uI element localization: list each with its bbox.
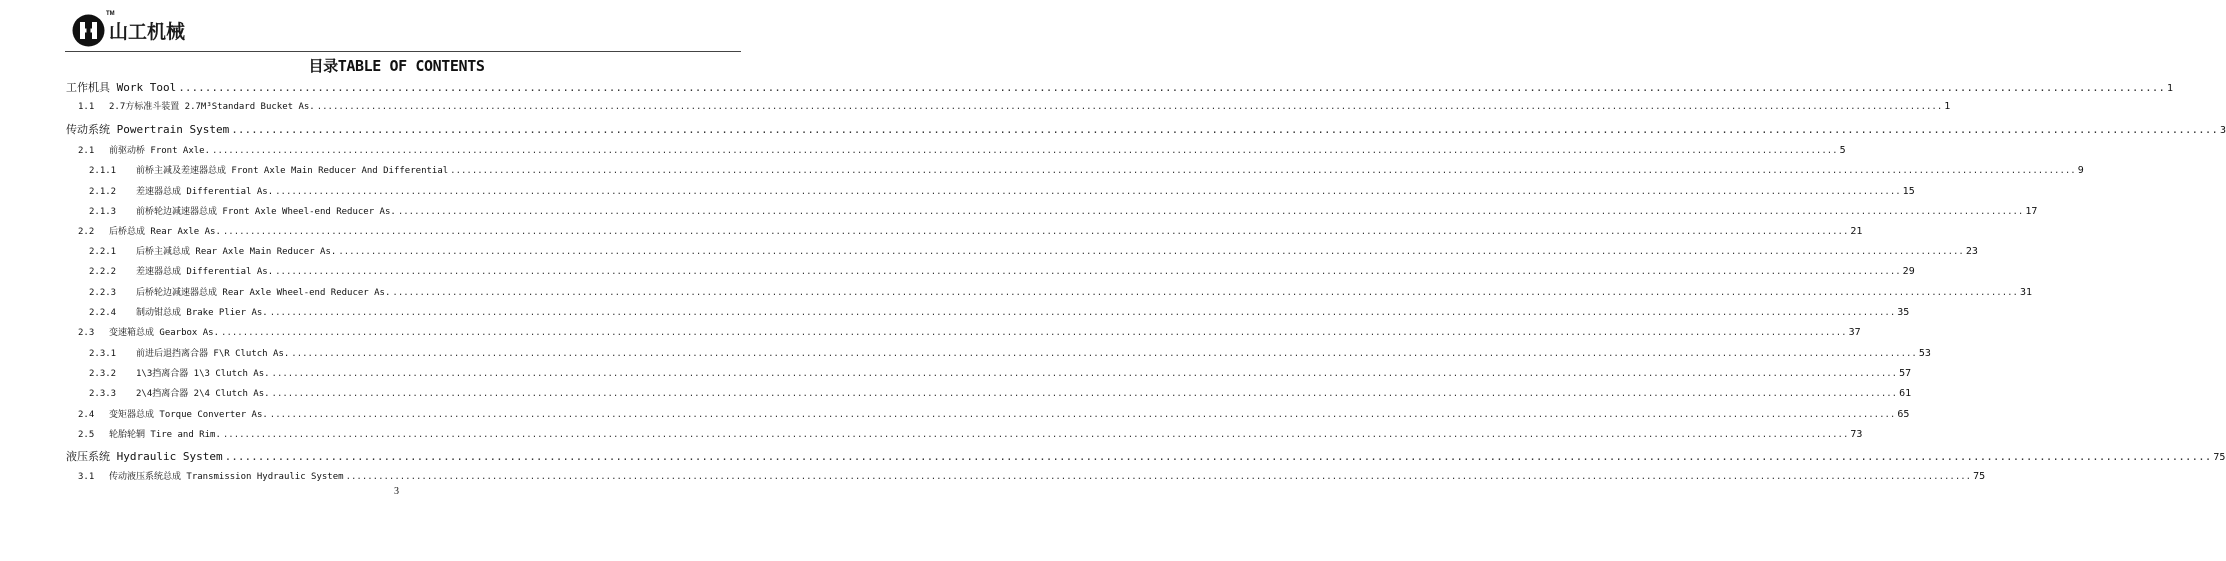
toc-entry-title: 差速器总成 Differential As. [136,187,274,197]
dot-leader: ............................................................................................................................................................................................................................................................................................................ [224,450,2212,463]
toc-entry-title: 后桥总成 Rear Axle As. [109,227,221,237]
toc-entry[interactable] [78,224,1863,237]
dot-leader: ............................................................................................................................................................................................................................................................................................................ [345,472,1972,482]
toc-entry[interactable] [78,469,1986,482]
toc-entry-title: 前桥主减及差速器总成 Front Axle Main Reducer And Differential [136,166,449,176]
dot-leader: ............................................................................................................................................................................................................................................................................................................ [221,328,1847,338]
toc-entry-label [78,407,268,420]
dot-leader: ............................................................................................................................................................................................................................................................................................................ [450,166,2076,176]
toc-entry[interactable] [89,305,1910,318]
toc-entry-page: 23 [1965,246,1978,257]
toc-entry[interactable] [78,325,1861,338]
toc-entry-number: 3.1 [78,472,95,482]
page-number: 3 [394,486,399,497]
toc-entry-page: 31 [2019,287,2032,298]
toc-entry-number: 2.2.1 [89,247,117,257]
company-logo [72,13,185,47]
dot-leader: ............................................................................................................................................................................................................................................................................................................ [269,308,1896,318]
toc-entry[interactable] [89,184,1915,197]
toc-entry-page: 1 [1944,101,1951,112]
dot-leader: ............................................................................................................................................................................................................................................................................................................ [338,247,1964,257]
company-logo-icon [72,14,105,47]
toc-entry-label [78,427,221,440]
dot-leader: ............................................................................................................................................................................................................................................................................................................ [397,207,2024,217]
toc-entry-label [89,163,448,176]
toc-entry-label [78,224,221,237]
toc-entry-number: 2.2.3 [89,288,117,298]
dot-leader: ............................................................................................................................................................................................................................................................................................................ [291,349,1917,359]
toc-entry-number: 2.3.1 [89,349,117,359]
toc-entry[interactable] [66,79,2174,95]
toc-entry-page: 21 [1850,226,1863,237]
dot-leader: ............................................................................................................................................................................................................................................................................................................ [222,227,1849,237]
toc-entry-label [89,346,289,359]
toc-entry[interactable] [89,386,1912,399]
toc-entry-number: 2.3 [78,328,95,338]
toc-entry-page: 5 [1839,145,1846,156]
toc-entry-number: 1.1 [78,102,95,112]
toc-entry-title: 轮胎轮辋 Tire and Rim. [109,430,221,440]
toc-entry-number: 2.2.2 [89,267,117,277]
toc-entry[interactable] [78,407,1910,420]
toc-entry-page: 53 [1918,348,1931,359]
dot-leader: ............................................................................................................................................................................................................................................................................................................ [271,369,1898,379]
toc-entry-number: 2.5 [78,430,95,440]
toc-entry-page: 57 [1899,368,1912,379]
toc-entry-number: 2.3.3 [89,389,117,399]
toc-entry-label [89,244,336,257]
toc-entry-page: 65 [1897,409,1910,420]
dot-leader: ............................................................................................................................................................................................................................................................................................................ [275,187,1901,197]
toc-entry[interactable] [66,121,2226,137]
toc-entry-label [89,264,273,277]
toc-entry-label [89,305,268,318]
toc-entry[interactable] [89,163,2084,176]
toc-entry[interactable] [89,264,1915,277]
toc-entry-label [78,143,210,156]
toc-entry-page: 29 [1902,266,1915,277]
toc-entry-number: 2.1.3 [89,207,117,217]
trademark-mark: TM [106,11,115,17]
toc-entry-label [66,448,223,464]
toc-entry-label [66,121,229,137]
toc-entry[interactable] [89,204,2038,217]
dot-leader: ............................................................................................................................................................................................................................................................................................................ [231,123,2218,136]
toc-entry-title: 传动系统 Powertrain System [66,123,230,136]
toc-entry-title: 制动钳总成 Brake Plier As. [136,308,268,318]
dot-leader: ............................................................................................................................................................................................................................................................................................................ [178,81,2166,94]
toc-entry-label [89,285,390,298]
toc-entry-number: 2.2 [78,227,95,237]
toc-entry-label [89,386,270,399]
toc-entry-title: 2.7方标准斗装置 2.7M³Standard Bucket As. [109,102,315,112]
toc-entry-title: 液压系统 Hydraulic System [66,450,223,463]
toc-entry-page: 37 [1848,327,1861,338]
dot-leader: ............................................................................................................................................................................................................................................................................................................ [212,146,1838,156]
toc-entry-label [89,184,273,197]
toc-entry-page: 9 [2077,165,2084,176]
toc-entry-page: 75 [2213,452,2226,463]
toc-entry-label [89,366,270,379]
toc-entry-number: 2.1.1 [89,166,117,176]
toc-entry-title: 前进后退挡离合器 F\R Clutch As. [136,349,290,359]
toc-entry-page: 1 [2167,83,2174,94]
toc-entry[interactable] [89,285,2032,298]
toc-entry-label [78,469,344,482]
toc-entry-page: 75 [1973,471,1986,482]
toc-entry-label [78,99,315,112]
toc-entry-number: 2.3.2 [89,369,117,379]
toc-entry-title: 工作机具 Work Tool [66,81,177,94]
toc-entry-title: 2\4挡离合器 2\4 Clutch As. [136,389,270,399]
dot-leader: ............................................................................................................................................................................................................................................................................................................ [271,389,1898,399]
dot-leader: ............................................................................................................................................................................................................................................................................................................ [222,430,1849,440]
toc-entry-label [78,325,219,338]
toc-entry-label [89,204,396,217]
toc-entry[interactable] [89,346,1931,359]
header-divider [65,51,741,52]
toc-entry-title: 差速器总成 Differential As. [136,267,274,277]
toc-entry-title: 前桥轮边减速器总成 Front Axle Wheel-end Reducer As. [136,207,396,217]
toc-entry-title: 变矩器总成 Torque Converter As. [109,410,268,420]
toc-entry[interactable] [89,366,1912,379]
toc-entry-page: 17 [2025,206,2038,217]
toc-entry-number: 2.4 [78,410,95,420]
dot-leader: ............................................................................................................................................................................................................................................................................................................ [316,102,1943,112]
toc-entry-page: 73 [1850,429,1863,440]
toc-entry-title: 变速箱总成 Gearbox As. [109,328,220,338]
toc-entry[interactable] [78,427,1863,440]
toc-entry-title: 后桥轮边减速器总成 Rear Axle Wheel-end Reducer As. [136,288,391,298]
toc-entry[interactable] [89,244,1978,257]
toc-entry-page: 61 [1899,388,1912,399]
dot-leader: ............................................................................................................................................................................................................................................................................................................ [275,267,1901,277]
company-name: 山工机械 [109,20,186,43]
dot-leader: ............................................................................................................................................................................................................................................................................................................ [269,410,1896,420]
toc-entry[interactable] [66,448,2226,464]
toc-entry-title: 1\3挡离合器 1\3 Clutch As. [136,369,270,379]
toc-entry-title: 后桥主减总成 Rear Axle Main Reducer As. [136,247,337,257]
toc-entry-title: 前驱动桥 Front Axle. [109,146,211,156]
toc-entry-number: 2.1 [78,146,95,156]
toc-entry-label [66,79,176,95]
toc-entry-number: 2.2.4 [89,308,117,318]
dot-leader: ............................................................................................................................................................................................................................................................................................................ [392,288,2018,298]
toc-entry-page: 35 [1897,307,1910,318]
toc-entry[interactable] [78,99,1951,112]
toc-entry-page: 3 [2220,125,2226,136]
toc-entry-page: 15 [1902,186,1915,197]
toc-entry-number: 2.1.2 [89,187,117,197]
toc-entry[interactable] [78,143,1846,156]
page-title: 目录TABLE OF CONTENTS [308,57,485,75]
toc-entry-title: 传动液压系统总成 Transmission Hydraulic System [109,472,344,482]
